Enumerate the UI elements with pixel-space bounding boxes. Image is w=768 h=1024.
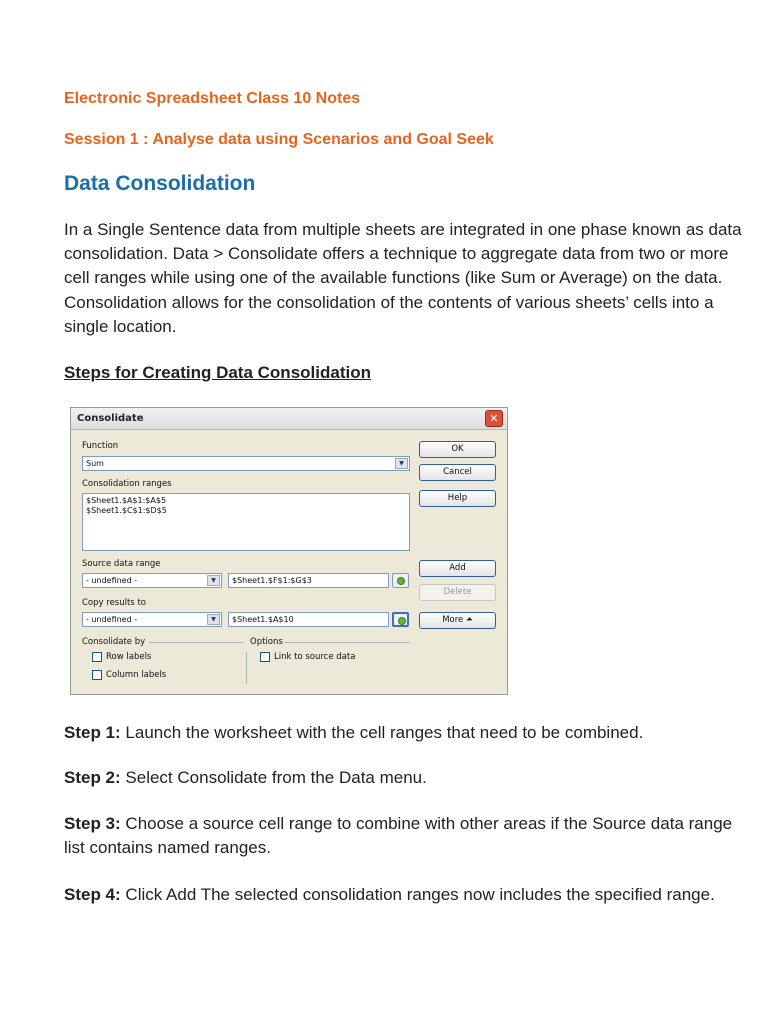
section-heading: Data Consolidation bbox=[64, 172, 256, 195]
step-3 bbox=[64, 812, 744, 860]
range-item: $Sheet1.$C$1:$D$5 bbox=[86, 506, 167, 515]
add-button: Add bbox=[419, 560, 496, 577]
copy-results-select-value: - undefined - bbox=[86, 615, 138, 624]
step-text: Launch the worksheet with the cell ranges that need to be combined. bbox=[120, 723, 644, 742]
chevron-down-icon: ▼ bbox=[207, 575, 220, 586]
cancel-button: Cancel bbox=[419, 464, 496, 481]
copy-results-label: Copy results to bbox=[82, 598, 146, 608]
copy-results-select bbox=[82, 612, 222, 627]
dialog-titlebar bbox=[71, 408, 507, 430]
step-text: Choose a source cell range to combine with other areas if the Source data range list contains named ranges. bbox=[64, 814, 733, 858]
consolidation-ranges-list bbox=[82, 493, 410, 551]
step-1 bbox=[64, 721, 744, 745]
divider bbox=[149, 642, 244, 643]
step-label: Step 1: bbox=[64, 723, 121, 742]
chevron-down-icon: ▼ bbox=[207, 614, 220, 625]
step-text: Select Consolidate from the Data menu. bbox=[120, 768, 427, 787]
ranges-label: Consolidation ranges bbox=[82, 479, 172, 489]
function-value: Sum bbox=[86, 459, 104, 468]
session-title: Session 1 : Analyse data using Scenarios and Goal Seek bbox=[64, 131, 494, 148]
column-labels-label: Column labels bbox=[106, 670, 167, 680]
row-labels-label: Row labels bbox=[106, 652, 152, 662]
function-label: Function bbox=[82, 441, 119, 451]
consolidate-by-label: Consolidate by bbox=[82, 637, 146, 647]
column-labels-checkbox bbox=[92, 670, 102, 680]
options-label: Options bbox=[250, 637, 283, 647]
more-button: More ⏶ bbox=[419, 612, 496, 629]
delete-button: Delete bbox=[419, 584, 496, 601]
document-title: Electronic Spreadsheet Class 10 Notes bbox=[64, 90, 361, 107]
consolidate-dialog-image bbox=[70, 407, 508, 695]
step-text: Click Add The selected consolidation ranges now includes the specified range. bbox=[120, 885, 715, 904]
source-range-select-value: - undefined - bbox=[86, 576, 138, 585]
row-labels-checkbox bbox=[92, 652, 102, 662]
source-range-label: Source data range bbox=[82, 559, 161, 569]
intro-paragraph: In a Single Sentence data from multiple sheets are integrated in one phase known as data consolidation. Data > Consolidate offers a technique to aggregate data from two or more cell ranges while using one of the available functions (like Sum or Average) on the data. Consolidation allows for the consolidation of the contents of various sheets’ cells into a single location. bbox=[64, 220, 742, 336]
shrink-icon bbox=[392, 573, 409, 588]
divider bbox=[285, 642, 410, 643]
chevron-down-icon: ▼ bbox=[395, 458, 408, 469]
step-label: Step 4: bbox=[64, 885, 121, 904]
link-source-label: Link to source data bbox=[274, 652, 356, 662]
divider bbox=[246, 652, 247, 684]
source-range-input: $Sheet1.$F$1:$G$3 bbox=[228, 573, 389, 588]
shrink-icon bbox=[392, 612, 409, 627]
steps-heading: Steps for Creating Data Consolidation bbox=[64, 363, 371, 382]
dialog-title: Consolidate bbox=[77, 413, 144, 424]
source-range-select bbox=[82, 573, 222, 588]
link-source-checkbox bbox=[260, 652, 270, 662]
help-button: Help bbox=[419, 490, 496, 507]
step-label: Step 3: bbox=[64, 814, 121, 833]
step-label: Step 2: bbox=[64, 768, 121, 787]
function-select bbox=[82, 456, 410, 471]
copy-results-input: $Sheet1.$A$10 bbox=[228, 612, 389, 627]
step-4 bbox=[64, 883, 744, 907]
step-2 bbox=[64, 766, 744, 790]
ok-button: OK bbox=[419, 441, 496, 458]
range-item: $Sheet1.$A$1:$A$5 bbox=[86, 496, 167, 505]
close-icon: ✕ bbox=[485, 410, 503, 427]
